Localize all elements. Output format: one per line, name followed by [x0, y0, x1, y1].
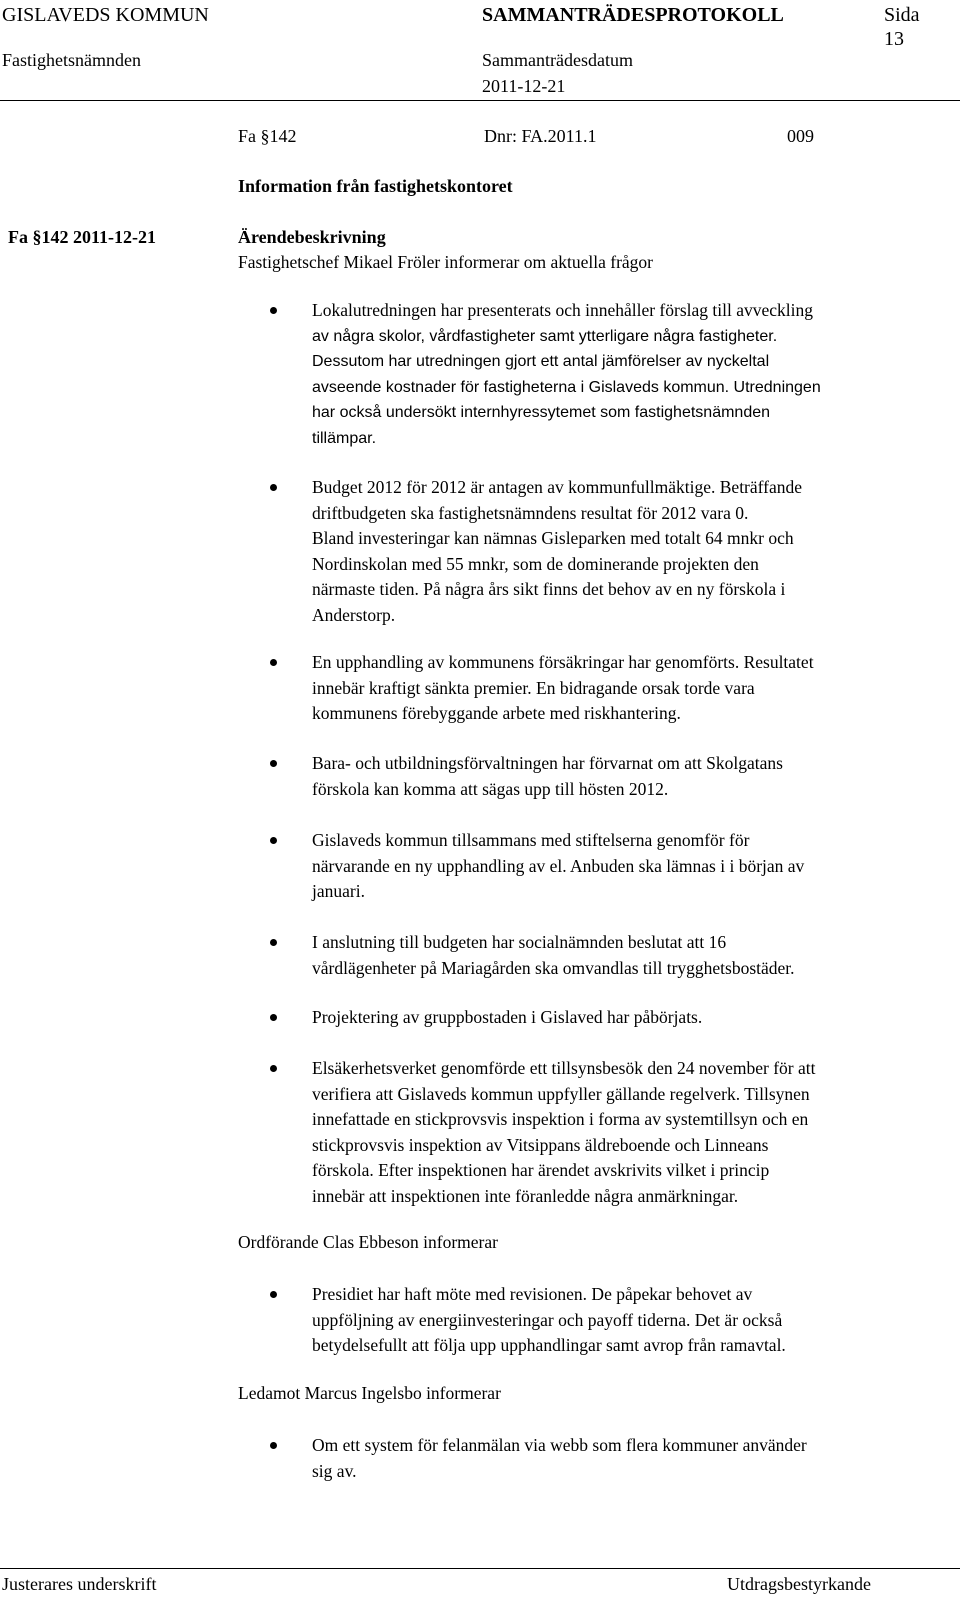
bullet-line: januari. [312, 881, 365, 901]
bullet-icon [270, 837, 277, 844]
bullet-line: I anslutning till budgeten har socialnämnden beslutat att 16 [312, 932, 727, 952]
bullet-line: förskola kan komma att sägas upp till hösten 2012. [312, 778, 669, 799]
bullet-line: Bland investeringar kan nämnas Gisleparken med totalt 64 mnkr och [312, 528, 794, 548]
bullet-text [312, 1433, 952, 1484]
committee-name: Fastighetsnämnden [2, 50, 141, 70]
bullet-line: förskola. Efter inspektionen har ärendet avskrivits vilket i princip [312, 1160, 770, 1180]
bullet-line: har också undersökt internhyressytemet som fastighetsnämnden [312, 404, 771, 421]
bullet-text [312, 1282, 952, 1359]
bullet-icon [270, 1442, 277, 1449]
bullet-line: kommunens förebyggande arbete med riskhantering. [312, 703, 681, 723]
bullet-line: Nordinskolan med 55 mnkr, som de dominerande projekten den [312, 553, 759, 574]
bullet-text [312, 1056, 952, 1209]
footer-rule [0, 1568, 960, 1569]
footer-signature-label: Justerares underskrift [2, 1574, 157, 1594]
page-label: Sida [884, 4, 920, 26]
bullet-line: En upphandling av kommunens försäkringar har genomförts. Resultatet [312, 652, 814, 672]
bullet-line: driftbudgeten ska fastighetsnämndens resultat för 2012 vara 0. [312, 502, 749, 523]
diary-number: Dnr: FA.2011.1 [484, 126, 597, 146]
member-heading: Ledamot Marcus Ingelsbo informerar [238, 1383, 501, 1403]
bullet-line: närmaste tiden. På några års sikt finns det behov av en ny förskola i [312, 579, 786, 599]
intro-text: Fastighetschef Mikael Fröler informerar om aktuella frågor [238, 252, 653, 272]
bullet-icon [270, 1014, 277, 1021]
bullet-line: stickprovsvis inspektion av Vitsippans äldreboende och Linneans [312, 1134, 769, 1155]
bullet-line: Projektering av gruppbostaden i Gislaved har påbörjats. [312, 1007, 703, 1027]
bullet-line: vårdlägenheter på Mariagården ska omvandlas till trygghetsbostäder. [312, 957, 795, 978]
bullet-line: närvarande en ny upphandling av el. Anbuden ska lämnas i i början av [312, 855, 805, 876]
bullet-line: innefattade en stickprovsvis inspektion i forma av systemtillsyn och en [312, 1109, 809, 1129]
case-title: Information från fastighetskontoret [238, 176, 513, 196]
bullet-line: verifiera att Gislaveds kommun uppfyller gällande regelverk. Tillsynen [312, 1083, 810, 1104]
bullet-line: innebär att inspektionen inte föranledde några anmärkningar. [312, 1185, 739, 1206]
bullet-line: Om ett system för felanmälan via webb som flera kommuner använder [312, 1435, 807, 1455]
bullet-line: innebär kraftigt sänkta premier. En bidragande orsak torde vara [312, 677, 755, 698]
bullet-line: av några skolor, vårdfastigheter samt ytterligare några fastigheter. [312, 327, 778, 345]
bullet-text [312, 1005, 952, 1031]
bullet-text [312, 298, 952, 451]
bullet-icon [270, 760, 277, 767]
header-rule [0, 100, 960, 101]
bullet-text [312, 751, 952, 802]
bullet-line: tillämpar. [312, 429, 377, 447]
bullet-line: betydelsefullt att följa upp upphandlingar samt avrop från ramavtal. [312, 1335, 786, 1355]
bullet-text [312, 930, 952, 981]
bullet-icon [270, 659, 277, 666]
bullet-icon [270, 484, 277, 491]
case-number: Fa §142 [238, 126, 297, 146]
bullet-line: Lokalutredningen har presenterats och innehåller förslag till avveckling [312, 300, 813, 320]
bullet-line: uppföljning av energiinvesteringar och payoff tiderna. Det är också [312, 1309, 783, 1330]
bullet-text [312, 650, 952, 727]
bullet-line: Gislaveds kommun tillsammans med stiftelserna genomför för [312, 830, 750, 850]
bullet-line: Bara- och utbildningsförvaltningen har förvarnat om att Skolgatans [312, 753, 783, 773]
bullet-icon [270, 1065, 277, 1072]
bullet-text [312, 828, 952, 905]
bullet-line: Presidiet har haft möte med revisionen. De påpekar behovet av [312, 1284, 753, 1304]
meeting-date: 2011-12-21 [482, 76, 566, 96]
chair-heading: Ordförande Clas Ebbeson informerar [238, 1232, 498, 1252]
bullet-icon [270, 1291, 277, 1298]
bullet-icon [270, 939, 277, 946]
bullet-icon [270, 307, 277, 314]
case-code: 009 [787, 126, 814, 146]
bullet-line: avseende kostnader för fastigheterna i Gislaveds kommun. Utredningen [312, 378, 821, 396]
bullet-line: Elsäkerhetsverket genomförde ett tillsynsbesök den 24 november för att [312, 1058, 816, 1078]
bullet-line: Budget 2012 för 2012 är antagen av kommunfullmäktige. Beträffande [312, 477, 803, 497]
bullet-line: sig av. [312, 1460, 357, 1481]
bullet-line: Dessutom har utredningen gjort ett antal jämförelser av nyckeltal [312, 353, 770, 370]
footer-extract-label: Utdragsbestyrkande [727, 1574, 871, 1594]
bullet-line: Anderstorp. [312, 604, 396, 625]
bullet-text [312, 475, 952, 628]
section-heading: Ärendebeskrivning [238, 227, 386, 247]
page-number: 13 [884, 28, 904, 50]
protocol-title: SAMMANTRÄDESPROTOKOLL [482, 4, 784, 26]
meeting-date-label: Sammanträdesdatum [482, 50, 633, 70]
municipality-name: GISLAVEDS KOMMUN [2, 4, 209, 26]
side-reference: Fa §142 2011-12-21 [8, 227, 156, 247]
